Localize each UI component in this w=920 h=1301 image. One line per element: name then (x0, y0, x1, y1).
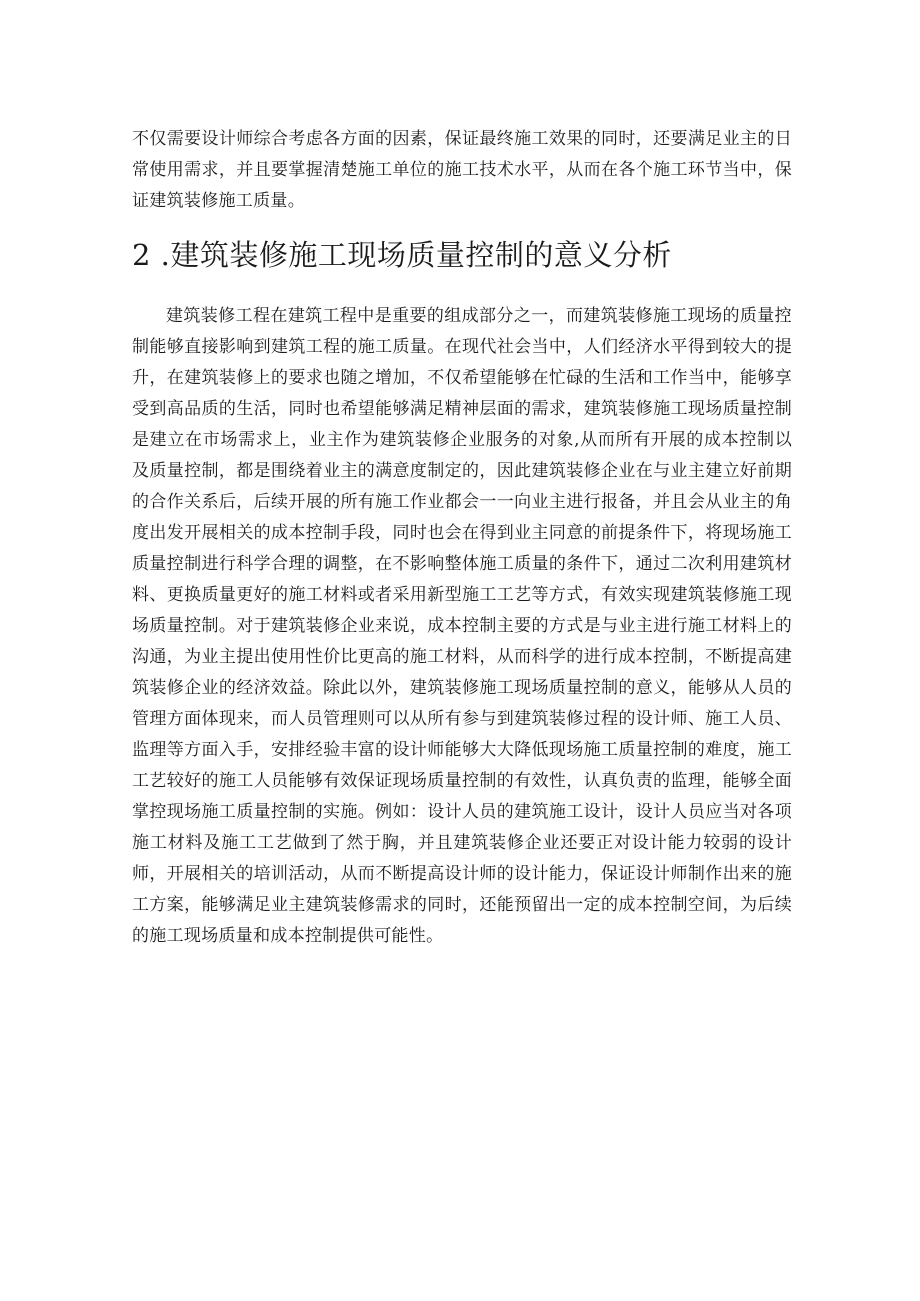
intro-paragraph: 不仅需要设计师综合考虑各方面的因素，保证最终施工效果的同时，还要满足业主的日常使用需求，并且要掌握清楚施工单位的施工技术水平，从而在各个施工环节当中，保证建筑装修施工质量。 (132, 129, 792, 211)
body-paragraph: 建筑装修工程在建筑工程中是重要的组成部分之一，而建筑装修施工现场的质量控制能够直接影响到建筑工程的施工质量。在现代社会当中，人们经济水平得到较大的提升，在建筑装修上的要求也随之增加，不仅希望能够在忙碌的生活和工作当中，能够享受到高品质的生活，同时也希望能够满足精神层面的需求，建筑装修施工现场质量控制是建立在市场需求上，业主作为建筑装修企业服务的对象,从而所有开展的成本控制以及质量控制，都是围绕着业主的满意度制定的，因此建筑装修企业在与业主建立好前期的合作关系后，后续开展的所有施工作业都会一一向业主进行报备，并且会从业主的角度出发开展相关的成本控制手段，同时也会在得到业主同意的前提条件下，将现场施工质量控制进行科学合理的调整，在不影响整体施工质量的条件下，通过二次利用建筑材料、更换质量更好的施工材料或者采用新型施工工艺等方式，有效实现建筑装修施工现场质量控制。对于建筑装修企业来说，成本控制主要的方式是与业主进行施工材料上的沟通，为业主提出使用性价比更高的施工材料，从而科学的进行成本控制，不断提高建筑装修企业的经济效益。除此以外，建筑装修施工现场质量控制的意义，能够从人员的管理方面体现来，而人员管理则可以从所有参与到建筑装修过程的设计师、施工人员、监理等方面入手，安排经验丰富的设计师能够大大降低现场施工质量控制的难度，施工工艺较好的施工人员能够有效保证现场质量控制的有效性，认真负责的监理，能够全面掌控现场施工质量控制的实施。例如：设计人员的建筑施工设计，设计人员应当对各项施工材料及施工工艺做到了然于胸，并且建筑装修企业还要正对设计能力较弱的设计师，开展相关的培训活动，从而不断提高设计师的设计能力，保证设计师制作出来的施工方案，能够满足业主建筑装修需求的同时，还能预留出一定的成本控制空间，为后续的施工现场质量和成本控制提供可能性。 (132, 306, 792, 946)
document-body (132, 124, 792, 952)
section-heading: 2 .建筑装修施工现场质量控制的意义分析 (132, 238, 672, 272)
